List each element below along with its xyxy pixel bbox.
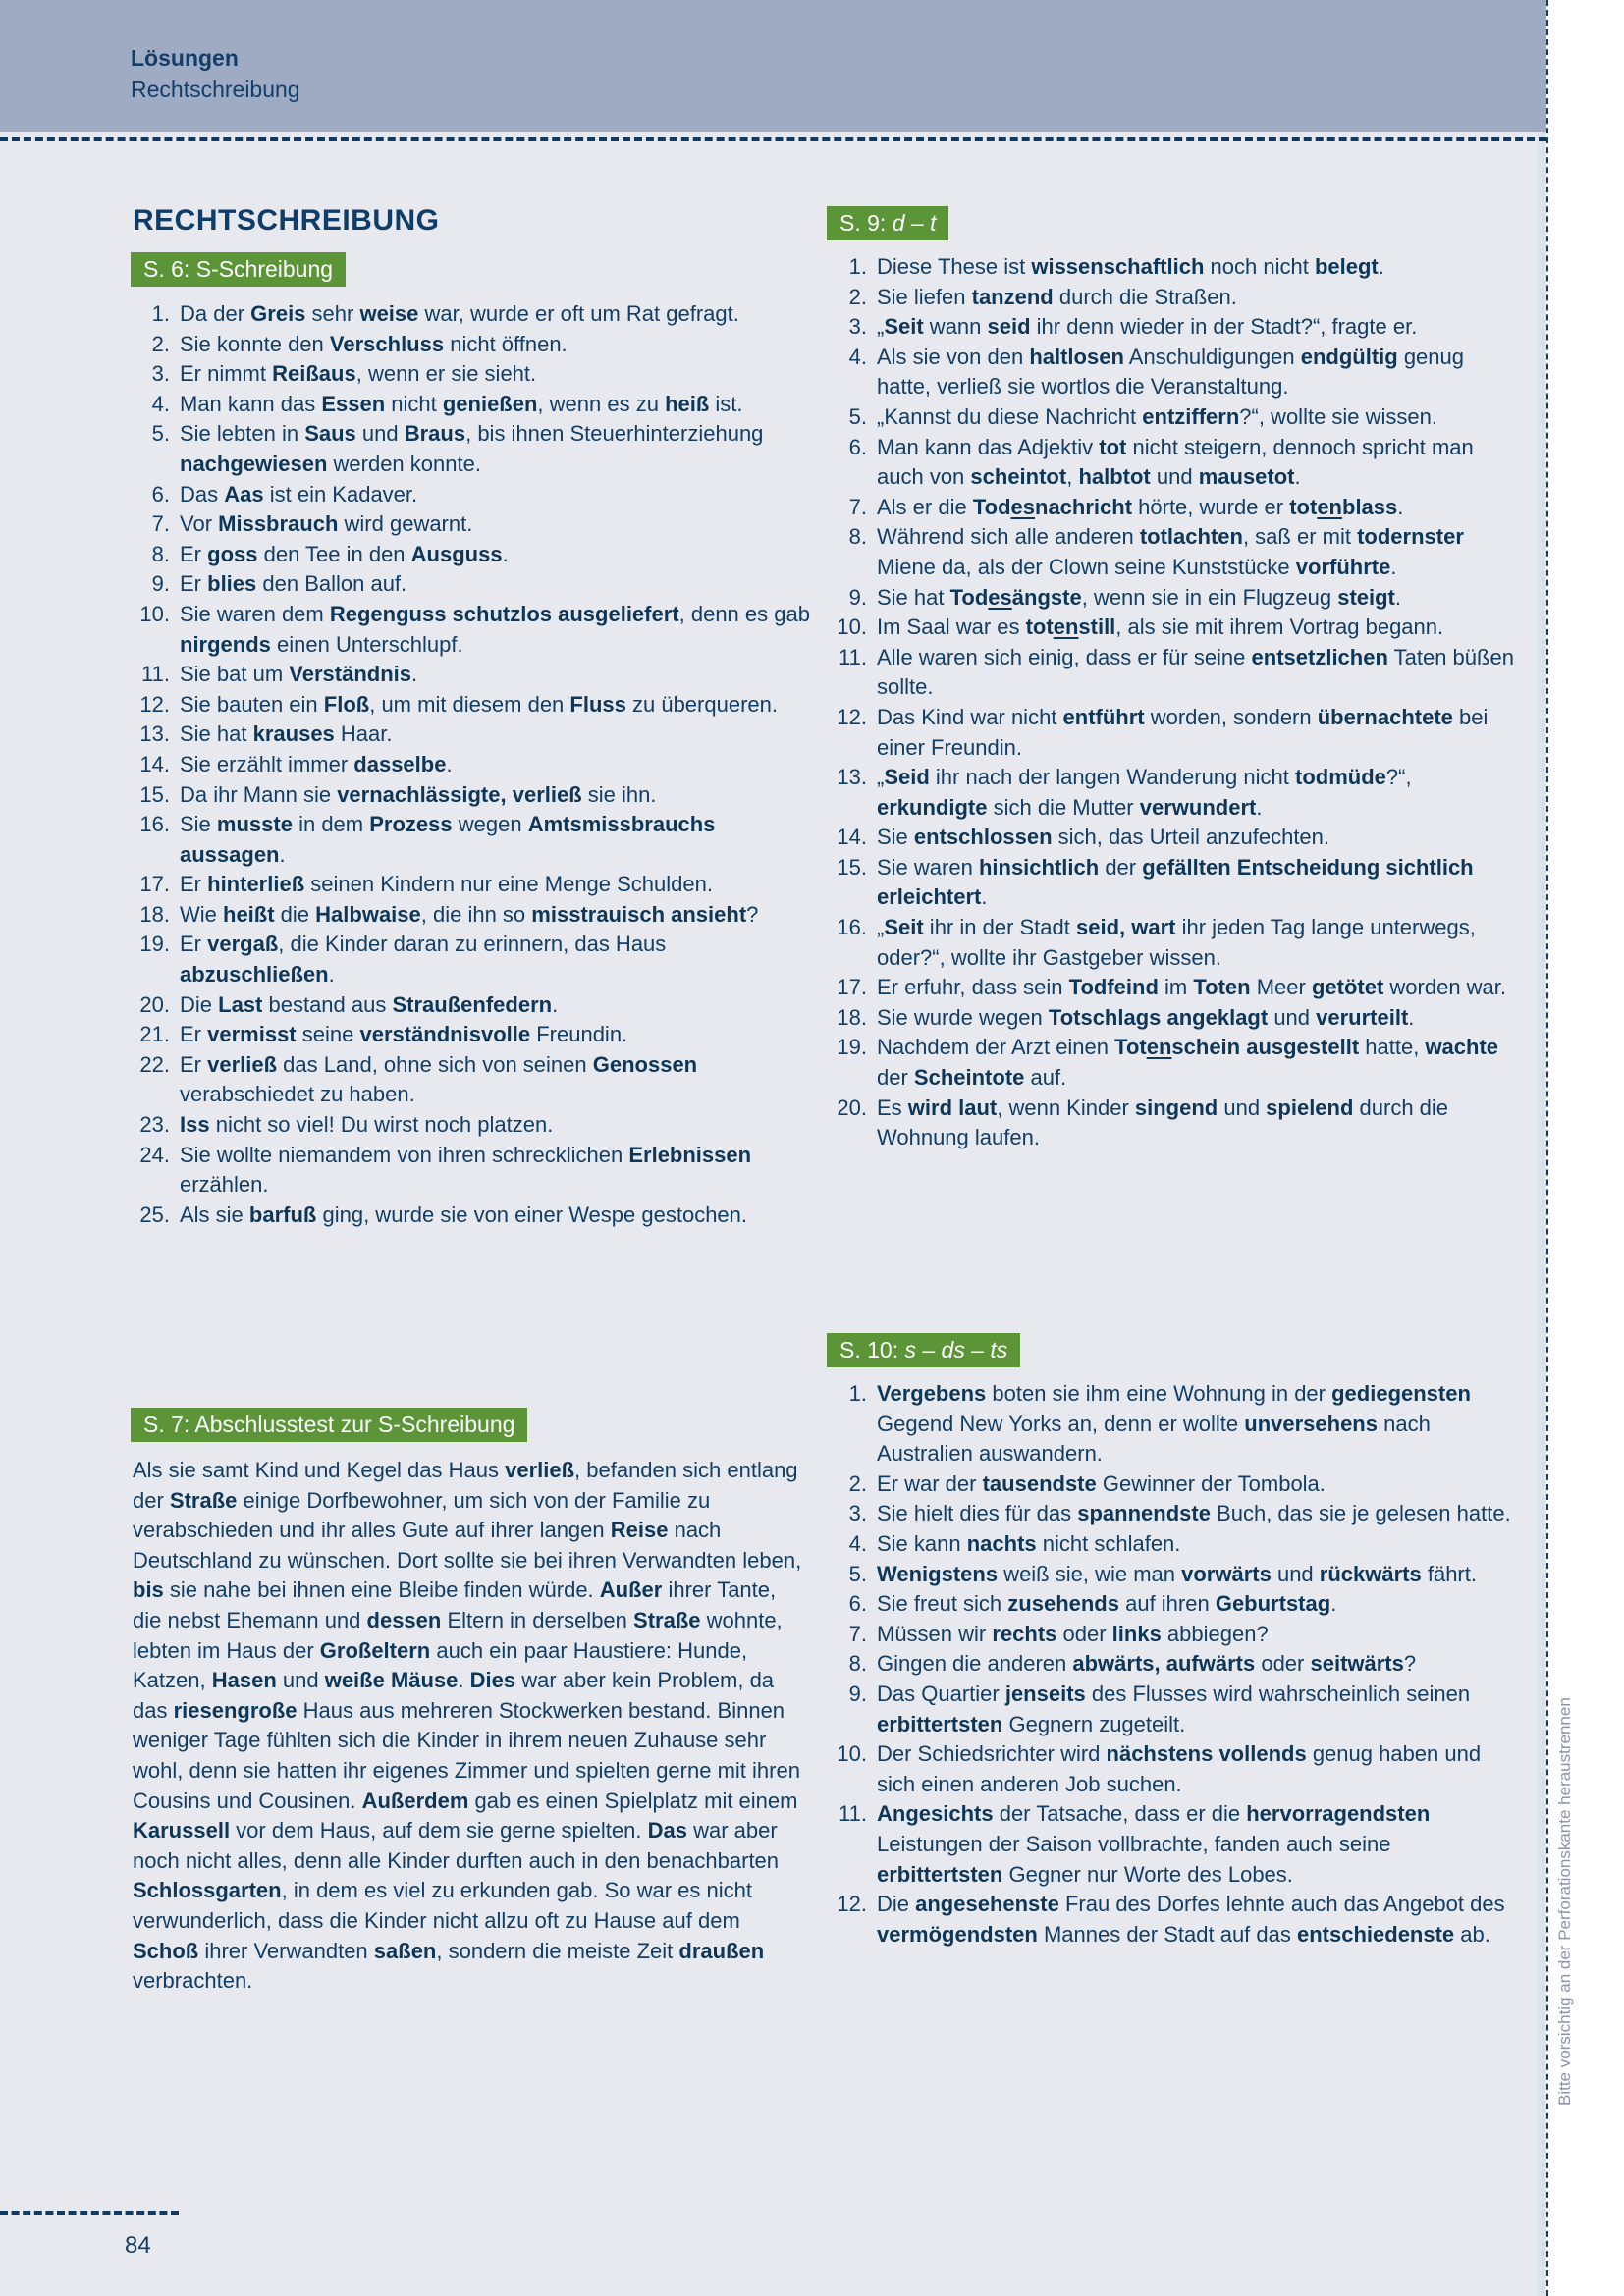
answer-text: Im Saal war es totenstill, als sie mit ihrem Vortrag begann. (877, 614, 1444, 640)
answer-number: 11. (839, 1801, 867, 1827)
answer-text: Sie hielt dies für das spannendste Buch, das sie je gelesen hatte. (877, 1501, 1511, 1526)
answer-item (830, 913, 1517, 973)
answer-item (133, 540, 820, 570)
answer-number: 2. (848, 284, 867, 309)
answer-item (133, 930, 820, 989)
answer-number: 15. (837, 854, 867, 880)
answer-number: 18. (837, 1004, 867, 1030)
answer-item (830, 1649, 1517, 1680)
answer-number: 3. (848, 1501, 867, 1526)
answer-text: Sie bauten ein Floß, um mit diesem den Fluss zu überqueren. (180, 691, 778, 717)
answer-item (830, 583, 1517, 614)
answer-text: Sie liefen tanzend durch die Straßen. (877, 284, 1237, 309)
answer-item (830, 1680, 1517, 1739)
answer-item (830, 1560, 1517, 1590)
answer-item (830, 973, 1517, 1003)
answer-item (830, 343, 1517, 402)
answer-number: 9. (151, 571, 170, 597)
answer-item (133, 509, 820, 540)
answer-text: Alle waren sich einig, dass er für seine entsetzlichen Taten büßen sollte. (877, 644, 1514, 700)
answer-item (133, 660, 820, 690)
answer-number: 17. (139, 872, 170, 897)
answer-number: 14. (139, 751, 170, 776)
answer-item (830, 433, 1517, 493)
answer-text: Er vergaß, die Kinder daran zu erinnern, das Haus abzuschließen. (180, 932, 667, 988)
answer-number: 3. (151, 361, 170, 387)
answer-text: Gingen die anderen abwärts, aufwärts oder seitwärts? (877, 1651, 1417, 1677)
answer-text: Man kann das Adjektiv tot nicht steigern, dennoch spricht man auch von scheintot, halbtot und mausetot. (877, 434, 1474, 490)
answer-number: 11. (839, 644, 867, 669)
answer-item (133, 720, 820, 750)
answer-number: 21. (139, 1022, 170, 1047)
footer-dashed-divider (0, 2211, 179, 2215)
answer-item (830, 703, 1517, 763)
answer-number: 22. (139, 1051, 170, 1077)
answer-number: 2. (151, 331, 170, 356)
answer-item (133, 419, 820, 479)
answer-number: 10. (837, 1741, 867, 1767)
answer-text: Sie waren dem Regenguss schutzlos ausgeliefert, denn es gab nirgends einen Unterschlupf. (180, 601, 810, 657)
answer-item (133, 569, 820, 600)
answer-number: 18. (139, 901, 170, 927)
answer-number: 13. (139, 721, 170, 747)
answer-text: Er nimmt Reißaus, wenn er sie sieht. (180, 361, 537, 387)
answer-text: Sie erzählt immer dasselbe. (180, 751, 453, 776)
answer-text: Er war der tausendste Gewinner der Tombola. (877, 1470, 1326, 1496)
perforation-line (1546, 0, 1548, 2296)
answer-item (830, 1529, 1517, 1560)
answer-item (133, 359, 820, 390)
s6-answer-list (133, 299, 820, 1230)
answer-item (830, 1499, 1517, 1529)
s10-answer-list (830, 1379, 1517, 1949)
answer-number: 5. (151, 421, 170, 447)
answer-text: Da ihr Mann sie vernachlässigte, verließ sie ihn. (180, 781, 657, 807)
answer-number: 1. (848, 254, 867, 279)
answer-item (133, 1141, 820, 1201)
answer-item (830, 1739, 1517, 1799)
answer-text: Man kann das Essen nicht genießen, wenn es zu heiß ist. (180, 391, 743, 416)
answer-text: Als sie von den haltlosen Anschuldigungen endgültig genug hatte, verließ sie wortlos die Veranstaltung. (877, 344, 1464, 400)
answer-number: 13. (837, 765, 867, 790)
answer-number: 8. (848, 1651, 867, 1677)
answer-text: Als er die Todesnachricht hörte, wurde er totenblass. (877, 494, 1404, 519)
answer-item (830, 1620, 1517, 1650)
answer-item (830, 283, 1517, 313)
perforation-note: Bitte vorsichtig an der Perforationskante heraustrennen (1555, 1697, 1574, 2106)
answer-text: Sie wurde wegen Totschlags angeklagt und verurteilt. (877, 1004, 1415, 1030)
answer-text: Müssen wir rechts oder links abbiegen? (877, 1621, 1269, 1646)
answer-text: Sie entschlossen sich, das Urteil anzufechten. (877, 825, 1330, 850)
answer-text: Da der Greis sehr weise war, wurde er oft um Rat gefragt. (180, 301, 739, 326)
answer-number: 19. (837, 1035, 867, 1060)
page-edge-strip (1538, 0, 1546, 2296)
s6-answers (133, 299, 820, 1230)
answer-number: 4. (848, 1530, 867, 1556)
answer-item (133, 810, 820, 870)
section-heading-s7: S. 7: Abschlusstest zur S-Schreibung (131, 1408, 527, 1442)
answer-number: 10. (139, 601, 170, 626)
answer-text: Wie heißt die Halbwaise, die ihn so misstrauisch ansieht? (180, 901, 759, 927)
answer-number: 16. (837, 915, 867, 940)
answer-number: 17. (837, 975, 867, 1000)
answer-text: „Seit wann seid ihr denn wieder in der Stadt?“, fragte er. (877, 314, 1418, 340)
answer-text: Das Kind war nicht entführt worden, sondern übernachtete bei einer Freundin. (877, 704, 1489, 760)
answer-text: Sie kann nachts nicht schlafen. (877, 1530, 1181, 1556)
answer-number: 9. (848, 584, 867, 610)
answer-number: 6. (848, 1591, 867, 1617)
answer-text: Er erfuhr, dass sein Todfeind im Toten Meer getötet worden war. (877, 975, 1507, 1000)
answer-item (830, 643, 1517, 703)
answer-item (133, 1110, 820, 1141)
answer-text: Nachdem der Arzt einen Totenschein ausgestellt hatte, wachte der Scheintote auf. (877, 1035, 1499, 1091)
answer-item (830, 763, 1517, 823)
answer-number: 5. (848, 1561, 867, 1586)
section-heading-s9: S. 9: d – t (827, 206, 948, 240)
header-title: Lösungen (131, 45, 239, 71)
answer-number: 7. (151, 511, 170, 537)
answer-text: Er goss den Tee in den Ausguss. (180, 541, 509, 566)
answer-number: 1. (848, 1381, 867, 1406)
answer-item (133, 299, 820, 330)
answer-item (830, 613, 1517, 643)
s7-paragraph: Als sie samt Kind und Kegel das Haus verließ, befanden sich entlang der Straße einige Dorfbewohner, um sich von der Familie zu verabschieden und ihr alles Gute auf ihrer langen Reise nach Deutschland zu wünschen. Dort sollte sie bei ihren Verwandten leben, bis sie nahe bei ihnen eine Bleibe finden würde. Außer ihrer Tante, die nebst Ehemann und dessen Eltern in derselben Straße wohnte, lebten im Haus der Großeltern auch ein paar Haustiere: Hunde, Katzen, Hasen und weiße Mäuse. Dies war aber kein Problem, da das riesengroße Haus aus mehreren Stockwerken bestand. Binnen weniger Tage fühlten sich die Kinder in ihrem neuen Zuhause sehr wohl, denn sie hatten ihr eigenes Zimmer und spielten gerne mit ihren Cousins und Cousinen. Außerdem gab es einen Spielplatz mit einem Karussell vor dem Haus, auf dem sie gerne spielten. Das war aber noch nicht alles, denn alle Kinder durften auch in den benachbarten Schlossgarten, in dem es viel zu erkunden gab. So war es nicht verwunderlich, dass die Kinder nicht allzu oft zu Hause auf dem Schoß ihrer Verwandten saßen, sondern die meiste Zeit draußen verbrachten. (133, 1458, 802, 1994)
answer-item (133, 990, 820, 1021)
answer-number: 10. (837, 614, 867, 640)
answer-number: 12. (139, 691, 170, 717)
answer-number: 7. (848, 1621, 867, 1646)
answer-item (133, 600, 820, 660)
answer-item (830, 823, 1517, 853)
answer-number: 19. (139, 932, 170, 957)
answer-number: 9. (848, 1681, 867, 1706)
answer-number: 3. (848, 314, 867, 340)
section-heading-s6: S. 6: S-Schreibung (131, 252, 346, 287)
answer-item (133, 1050, 820, 1110)
answer-number: 12. (837, 1892, 867, 1917)
answer-text: Vergebens boten sie ihm eine Wohnung in der gediegensten Gegend New Yorks an, denn er wollte unversehens nach Australien auswandern. (877, 1381, 1471, 1467)
answer-item (830, 493, 1517, 523)
answer-number: 16. (139, 812, 170, 837)
answer-text: Angesichts der Tatsache, dass er die hervorragendsten Leistungen der Saison vollbrachte, fanden auch seine erbittertsten Gegner nur Worte des Lobes. (877, 1801, 1431, 1887)
answer-item (830, 1033, 1517, 1093)
answer-text: Sie lebten in Saus und Braus, bis ihnen Steuerhinterziehung nachgewiesen werden konnte. (180, 421, 764, 476)
answer-text: Als sie barfuß ging, wurde sie von einer Wespe gestochen. (180, 1201, 748, 1227)
answer-text: Während sich alle anderen totlachten, saß er mit todernster Miene da, als der Clown seine Kunststücke vorführte. (877, 524, 1464, 579)
answer-number: 6. (151, 481, 170, 507)
answer-number: 5. (848, 403, 867, 429)
answer-text: Er blies den Ballon auf. (180, 571, 407, 597)
answer-number: 20. (837, 1095, 867, 1120)
header-subtitle: Rechtschreibung (131, 77, 300, 102)
answer-text: Sie hat krauses Haar. (180, 721, 393, 747)
answer-number: 11. (141, 662, 170, 687)
answer-number: 12. (837, 704, 867, 729)
answer-text: Sie bat um Verständnis. (180, 662, 418, 687)
answer-item (133, 690, 820, 721)
answer-text: „Kannst du diese Nachricht entziffern?“, wollte sie wissen. (877, 403, 1438, 429)
answer-number: 4. (151, 391, 170, 416)
answer-text: Sie hat Todesängste, wenn sie in ein Flugzeug steigt. (877, 584, 1402, 610)
answer-text: Er vermisst seine verständnisvolle Freundin. (180, 1022, 628, 1047)
answer-number: 8. (151, 541, 170, 566)
answer-text: Sie wollte niemandem von ihren schrecklichen Erlebnissen erzählen. (180, 1142, 752, 1198)
answer-item (830, 402, 1517, 433)
answer-number: 2. (848, 1470, 867, 1496)
answer-item (830, 1469, 1517, 1500)
answer-text: „Seit ihr in der Stadt seid, wart ihr jeden Tag lange unterwegs, oder?“, wollte ihr Gastgeber wissen. (877, 915, 1476, 970)
answer-item (830, 522, 1517, 582)
answer-text: „Seid ihr nach der langen Wanderung nicht todmüde?“, erkundigte sich die Mutter verwundert. (877, 765, 1412, 820)
s10-answers (830, 1379, 1517, 1949)
answer-text: Wenigstens weiß sie, wie man vorwärts und rückwärts fährt. (877, 1561, 1477, 1586)
answer-text: Der Schiedsrichter wird nächstens vollends genug haben und sich einen anderen Job suchen. (877, 1741, 1482, 1796)
answer-text: Das Aas ist ein Kadaver. (180, 481, 418, 507)
answer-text: Die angesehenste Frau des Dorfes lehnte auch das Angebot des vermögendsten Mannes der Stadt auf das entschiedenste ab. (877, 1892, 1505, 1947)
answer-item (133, 1201, 820, 1231)
answer-number: 14. (837, 825, 867, 850)
answer-item (830, 1890, 1517, 1949)
answer-item (133, 1020, 820, 1050)
answer-number: 7. (848, 494, 867, 519)
answer-number: 20. (139, 991, 170, 1017)
answer-number: 4. (848, 344, 867, 369)
section-heading-s10: S. 10: s – ds – ts (827, 1333, 1020, 1367)
answer-text: Das Quartier jenseits des Flusses wird wahrscheinlich seinen erbittertsten Gegnern zugeteilt. (877, 1681, 1471, 1736)
s9-answer-list (830, 252, 1517, 1153)
answer-text: Er verließ das Land, ohne sich von seinen Genossen verabschiedet zu haben. (180, 1051, 698, 1107)
answer-item (133, 870, 820, 900)
answer-item (830, 1094, 1517, 1153)
answer-number: 1. (151, 301, 170, 326)
answer-item (830, 1589, 1517, 1620)
answer-text: Er hinterließ seinen Kindern nur eine Menge Schulden. (180, 872, 713, 897)
answer-text: Sie konnte den Verschluss nicht öffnen. (180, 331, 568, 356)
answer-item (830, 1799, 1517, 1890)
answer-text: Vor Missbrauch wird gewarnt. (180, 511, 473, 537)
answer-item (830, 1379, 1517, 1469)
answer-text: Sie waren hinsichtlich der gefällten Entscheidung sichtlich erleichtert. (877, 854, 1474, 910)
answer-item (133, 480, 820, 510)
answer-item (830, 252, 1517, 283)
answer-number: 8. (848, 524, 867, 550)
answer-number: 25. (139, 1201, 170, 1227)
answer-text: Die Last bestand aus Straußenfedern. (180, 991, 559, 1017)
answer-number: 6. (848, 434, 867, 459)
answer-item (133, 780, 820, 811)
page-number: 84 (125, 2232, 151, 2259)
answer-item (830, 312, 1517, 343)
answer-text: Iss nicht so viel! Du wirst noch platzen. (180, 1112, 554, 1138)
answer-number: 24. (139, 1142, 170, 1167)
s9-answers (830, 252, 1517, 1153)
answer-item (133, 900, 820, 931)
answer-item (830, 1003, 1517, 1034)
answer-item (133, 330, 820, 360)
answer-number: 23. (139, 1112, 170, 1138)
answer-item (830, 853, 1517, 913)
page-title: RECHTSCHREIBUNG (133, 204, 440, 237)
answer-item (133, 750, 820, 780)
answer-text: Diese These ist wissenschaftlich noch nicht belegt. (877, 254, 1384, 279)
header-dashed-divider (0, 137, 1546, 141)
answer-item (133, 390, 820, 420)
answer-text: Sie musste in dem Prozess wegen Amtsmissbrauchs aussagen. (180, 812, 716, 867)
answer-text: Es wird laut, wenn Kinder singend und spielend durch die Wohnung laufen. (877, 1095, 1449, 1150)
answer-number: 15. (139, 781, 170, 807)
answer-text: Sie freut sich zusehends auf ihren Geburtstag. (877, 1591, 1337, 1617)
